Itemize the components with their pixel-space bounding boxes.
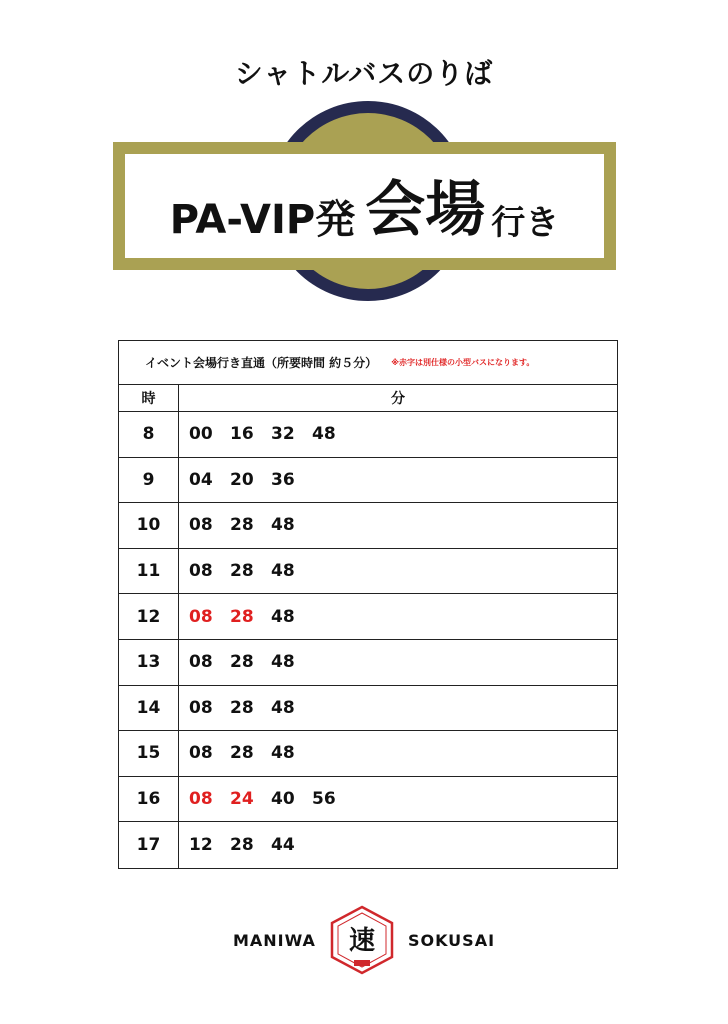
header-hour: 時 bbox=[119, 385, 179, 411]
departure-minute-small-bus: 08 bbox=[189, 606, 213, 627]
departure-minute: 28 bbox=[230, 515, 254, 536]
row-minutes bbox=[179, 503, 617, 548]
row-minutes bbox=[179, 549, 617, 594]
timetable-caption bbox=[119, 341, 617, 385]
departure-minute: 16 bbox=[230, 424, 254, 445]
departure-minute: 48 bbox=[271, 561, 295, 582]
banner-panel bbox=[125, 154, 604, 258]
row-hour: 13 bbox=[119, 640, 179, 685]
departure-minute: 48 bbox=[271, 697, 295, 718]
departure-minute: 28 bbox=[230, 561, 254, 582]
company-logo-icon bbox=[328, 905, 396, 975]
departure-minute: 48 bbox=[271, 515, 295, 536]
destination-banner bbox=[113, 142, 616, 270]
departure-minute: 20 bbox=[230, 469, 254, 490]
timetable-row bbox=[119, 458, 617, 504]
timetable bbox=[118, 340, 618, 869]
row-minutes bbox=[179, 731, 617, 776]
departure-minute: 48 bbox=[271, 652, 295, 673]
row-hour: 14 bbox=[119, 686, 179, 731]
timetable-row bbox=[119, 777, 617, 823]
timetable-row bbox=[119, 549, 617, 595]
departure-minute: 08 bbox=[189, 652, 213, 673]
departure-minute: 40 bbox=[271, 789, 295, 810]
timetable-row bbox=[119, 686, 617, 732]
departure-minute: 48 bbox=[312, 424, 336, 445]
departure-minute-small-bus: 24 bbox=[230, 789, 254, 810]
row-hour: 17 bbox=[119, 822, 179, 868]
row-hour: 8 bbox=[119, 412, 179, 457]
footer bbox=[0, 905, 728, 975]
timetable-row bbox=[119, 594, 617, 640]
departure-minute: 28 bbox=[230, 697, 254, 718]
departure-minute: 36 bbox=[271, 469, 295, 490]
banner-destination: 会場 bbox=[365, 175, 486, 245]
departure-minute: 28 bbox=[230, 743, 254, 764]
departure-minute: 56 bbox=[312, 789, 336, 810]
caption-note: ※赤字は別仕様の小型バスになります。 bbox=[391, 358, 535, 367]
row-minutes bbox=[179, 458, 617, 503]
departure-minute: 12 bbox=[189, 835, 213, 856]
row-hour: 10 bbox=[119, 503, 179, 548]
departure-minute: 08 bbox=[189, 515, 213, 536]
departure-minute: 44 bbox=[271, 835, 295, 856]
departure-minute: 28 bbox=[230, 835, 254, 856]
row-hour: 11 bbox=[119, 549, 179, 594]
footer-left-word: MANIWA bbox=[232, 930, 316, 950]
banner-bound: 行き bbox=[491, 203, 560, 243]
timetable-row bbox=[119, 412, 617, 458]
departure-minute-small-bus: 28 bbox=[230, 606, 254, 627]
timetable-row bbox=[119, 640, 617, 686]
row-minutes bbox=[179, 640, 617, 685]
departure-minute: 28 bbox=[230, 652, 254, 673]
row-minutes bbox=[179, 412, 617, 457]
departure-minute: 00 bbox=[189, 424, 213, 445]
header-minute: 分 bbox=[391, 391, 405, 407]
departure-minute: 48 bbox=[271, 743, 295, 764]
departure-minute: 32 bbox=[271, 424, 295, 445]
row-hour: 15 bbox=[119, 731, 179, 776]
banner-origin: PA-VIP発 bbox=[169, 197, 356, 243]
timetable-body bbox=[119, 412, 617, 868]
row-minutes bbox=[179, 777, 617, 822]
row-minutes bbox=[179, 686, 617, 731]
departure-minute: 08 bbox=[189, 561, 213, 582]
timetable-row bbox=[119, 822, 617, 868]
departure-minute: 48 bbox=[271, 606, 295, 627]
row-minutes bbox=[179, 822, 617, 868]
departure-minute: 08 bbox=[189, 697, 213, 718]
row-minutes bbox=[179, 594, 617, 639]
row-hour: 12 bbox=[119, 594, 179, 639]
row-hour: 16 bbox=[119, 777, 179, 822]
logo-character: 速 bbox=[348, 926, 375, 956]
timetable-row bbox=[119, 503, 617, 549]
timetable-header-row bbox=[119, 385, 617, 412]
departure-minute: 08 bbox=[189, 743, 213, 764]
footer-right-word: SOKUSAI bbox=[407, 930, 496, 950]
page-heading: シャトルバスのりば bbox=[234, 57, 494, 90]
timetable-row bbox=[119, 731, 617, 777]
row-hour: 9 bbox=[119, 458, 179, 503]
departure-minute: 04 bbox=[189, 469, 213, 490]
departure-minute-small-bus: 08 bbox=[189, 789, 213, 810]
caption-text: イベント会場行き直通（所要時間 約５分） bbox=[145, 356, 378, 370]
